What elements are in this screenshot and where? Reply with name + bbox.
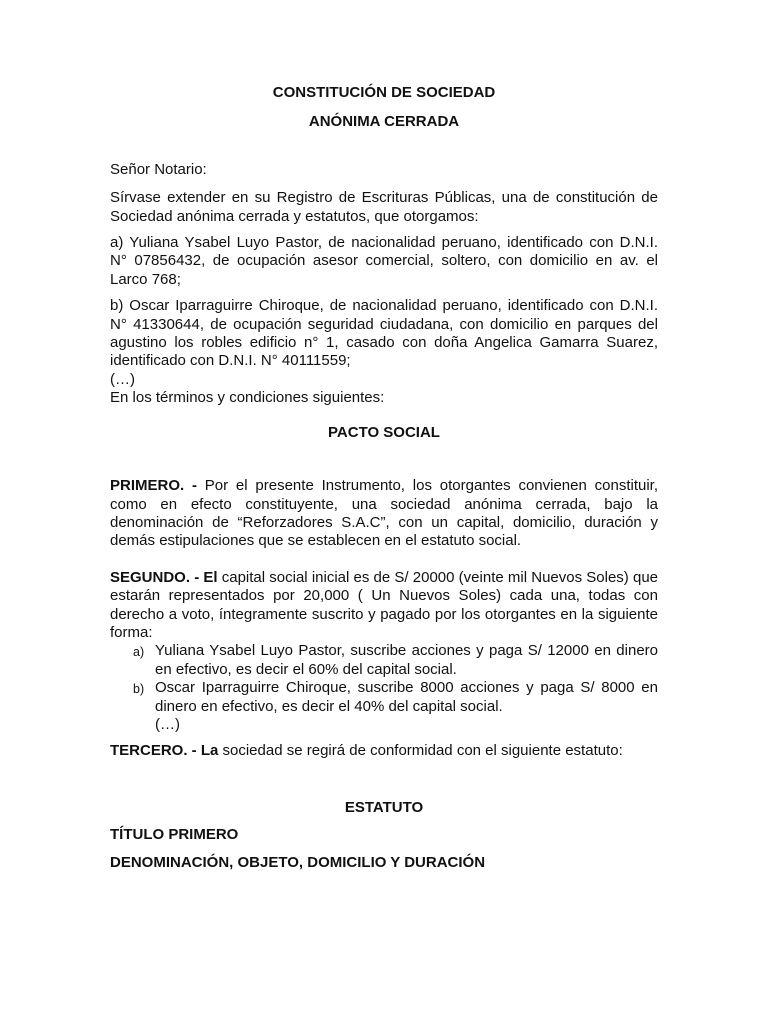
intro-paragraph: Sírvase extender en su Registro de Escrituras Públicas, una de constitución de Sociedad anónima cerrada y estatutos, que otorgamos: <box>110 189 658 225</box>
clause-primero-label: PRIMERO. - <box>110 477 197 495</box>
list-item-marker: a) <box>133 645 145 660</box>
clause-primero <box>110 477 658 551</box>
title-primero-heading: DENOMINACIÓN, OBJETO, DOMICILIO Y DURACIÓN <box>110 853 486 871</box>
salutation: Señor Notario: <box>110 160 207 178</box>
document-title-line2: ANÓNIMA CERRADA <box>308 113 460 131</box>
list-item-marker: b) <box>133 682 145 697</box>
section-heading-pacto-social: PACTO SOCIAL <box>328 423 440 441</box>
document-title-line1: CONSTITUCIÓN DE SOCIEDAD <box>272 84 496 101</box>
terms-intro: En los términos y condiciones siguientes: <box>110 389 385 407</box>
party-a-paragraph: a) Yuliana Ysabel Luyo Pastor, de nacionalidad peruano, identificado con D.N.I. N° 07856432, de ocupación asesor comercial, soltero, con domicilio en av. el Larco 768; <box>110 234 658 288</box>
clause-tercero-label: TERCERO. - La <box>110 742 219 760</box>
list-item-text: Oscar Iparraguirre Chiroque, suscribe 8000 acciones y paga S/ 8000 en dinero en efectivo, es decir el 40% del capital social. <box>155 679 658 715</box>
section-heading-estatuto: ESTATUTO <box>344 798 424 816</box>
clause-segundo-label: SEGUNDO. - El <box>110 568 218 586</box>
clause-segundo <box>110 569 658 643</box>
list-item <box>110 642 658 679</box>
subscription-list <box>110 642 658 716</box>
clause-tercero <box>110 742 658 760</box>
clause-tercero-text: sociedad se regirá de conformidad con el siguiente estatuto: <box>218 742 623 760</box>
clause-segundo-text: capital social inicial es de S/ 20000 (veinte mil Nuevos Soles) que estarán representados por 20,000 ( Un Nuevos Soles) cada una, todas con derecho a voto, íntegramente suscrito y pagado por los otorgantes en la siguiente forma: <box>110 568 659 641</box>
document-page <box>110 84 658 872</box>
list-item-text: Yuliana Ysabel Luyo Pastor, suscribe acciones y paga S/ 12000 en dinero en efectivo, es decir el 60% del capital social. <box>155 642 658 678</box>
ellipsis: (…) <box>110 370 135 388</box>
party-b-paragraph: b) Oscar Iparraguirre Chiroque, de nacionalidad peruano, identificado con D.N.I. N° 41330644, de ocupación seguridad ciudadana, con domicilio en parques del agustino los robles edificio n° 1, casado con doña Angelica Gamarra Suarez, identificado con D.N.I. N° 40111559; <box>110 297 658 370</box>
ellipsis: (…) <box>155 715 180 733</box>
clause-primero-text: Por el presente Instrumento, los otorgantes convienen constituir, como en efecto constituyente, una sociedad anónima cerrada, bajo la denominación de “Reforzadores S.A.C”, con un capital, domicilio, duración y demás estipulaciones que se establecen en el estatuto social. <box>110 477 658 550</box>
list-item <box>110 679 658 716</box>
title-primero: TÍTULO PRIMERO <box>110 826 239 844</box>
